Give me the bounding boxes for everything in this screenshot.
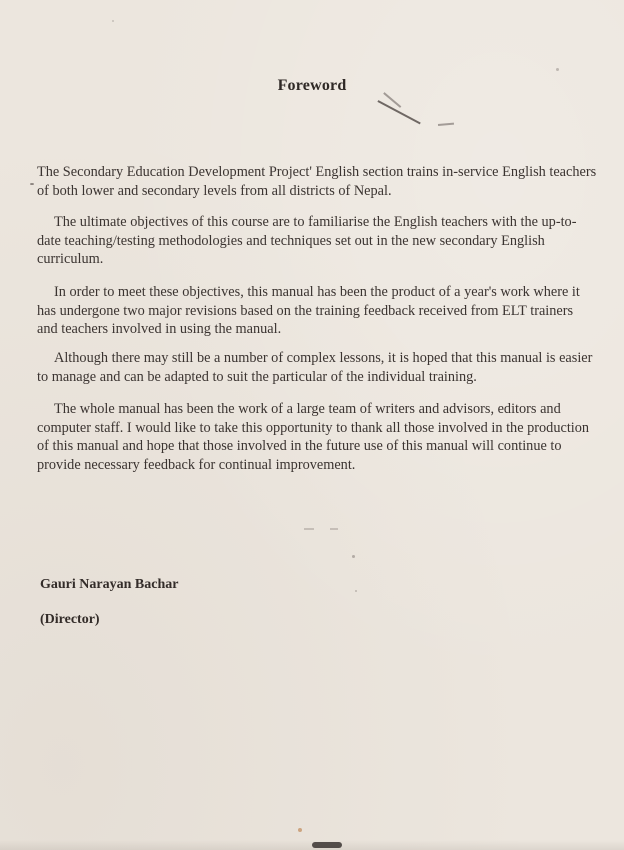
paragraph-intro: The Secondary Education Development Project' English section trains in-service English teachers of both lower and secondary levels from all districts of Nepal. — [37, 164, 597, 199]
speck-5 — [355, 590, 357, 592]
faint-mark-1 — [304, 528, 314, 530]
paragraph-acknowledgement: The whole manual has been the work of a large team of writers and advisors, editors and computer staff. I would like to take this opportunity to thank all those involved in the production of this manual and hope that those involved in the future use of this manual will continue to provide necessary feedback for continual improvement. — [37, 401, 590, 473]
pen-mark-3 — [438, 123, 454, 126]
paragraph-complexity: Although there may still be a number of complex lessons, it is hoped that this manual is easier to manage and can be adapted to suit the particular of the individual training. — [37, 350, 593, 385]
signatory-role: (Director) — [40, 612, 100, 627]
speck-3 — [352, 555, 355, 558]
speck-2 — [556, 68, 559, 71]
signatory-name: Gauri Narayan Bachar — [40, 577, 179, 592]
bottom-scan-smudge — [312, 842, 342, 848]
speck-1 — [30, 183, 34, 185]
page-title: Foreword — [277, 77, 347, 94]
speck-4 — [298, 828, 302, 832]
speck-6 — [112, 20, 114, 22]
paragraph-revisions: In order to meet these objectives, this manual has been the product of a year's work where it has undergone two major revisions based on the training feedback received from ELT trainers and teachers involved in using the manual. — [37, 284, 580, 338]
faint-mark-2 — [330, 528, 338, 530]
paragraph-objectives: The ultimate objectives of this course are to familiarise the English teachers with the up-to-date teaching/testing methodologies and techniques set out in the new secondary English curriculum. — [37, 214, 577, 268]
